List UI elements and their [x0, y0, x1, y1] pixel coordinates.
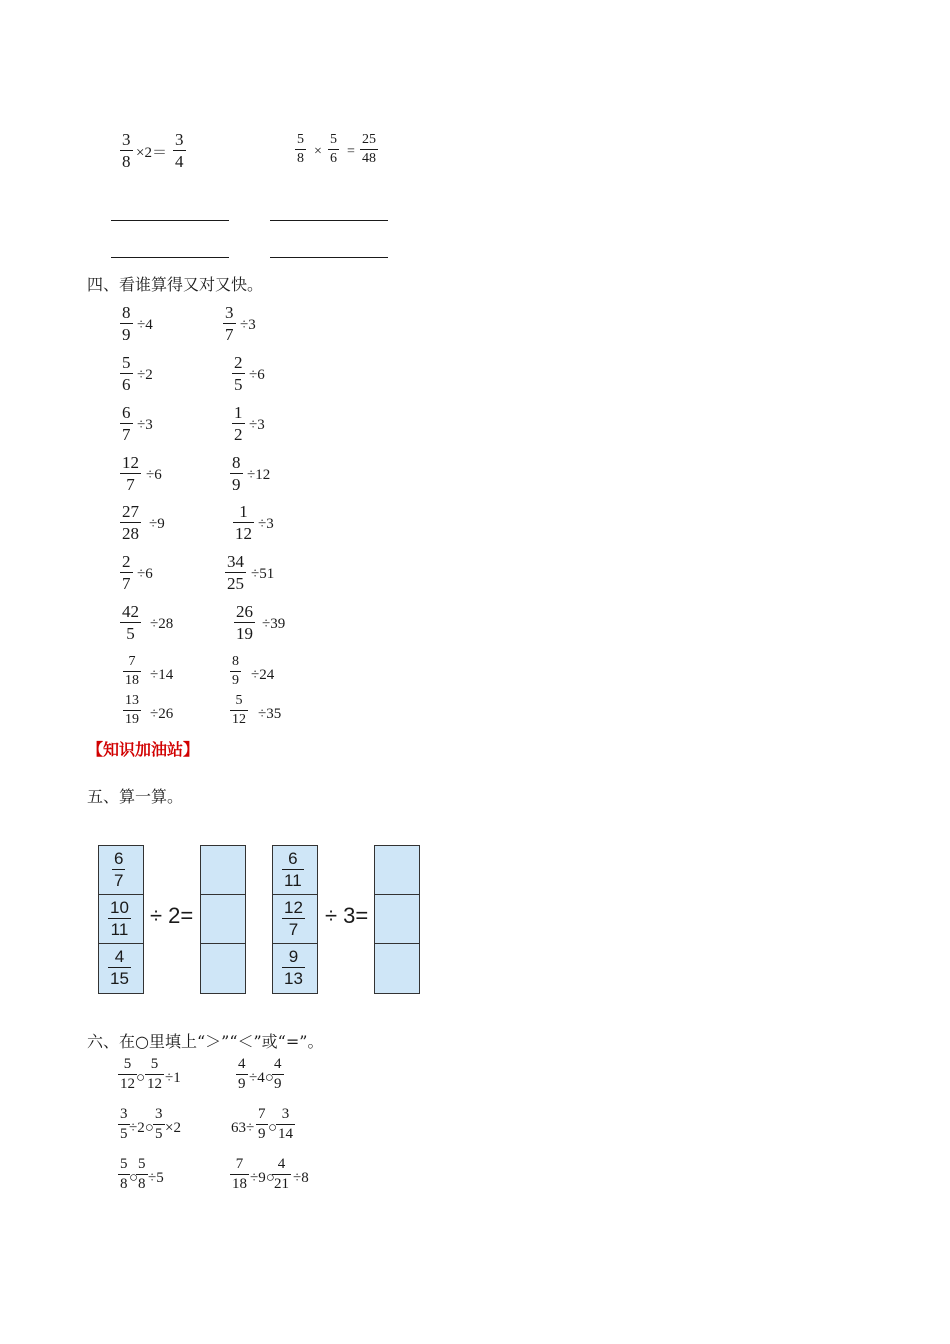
operator: ÷26: [150, 706, 174, 722]
fraction: 5 12: [147, 1056, 162, 1092]
answer-cell[interactable]: [375, 895, 419, 944]
fraction: 4 9: [238, 1056, 246, 1092]
fraction: 5 12: [232, 693, 246, 727]
operator: ÷12: [247, 467, 271, 483]
fraction: 26 19: [236, 602, 253, 643]
operator: ÷3: [240, 317, 256, 333]
answer-column[interactable]: [374, 845, 420, 994]
fraction: 5 12: [120, 1056, 135, 1092]
fraction: 4 21: [274, 1156, 289, 1192]
fraction: 7 9: [258, 1106, 266, 1142]
answer-line[interactable]: [270, 220, 388, 221]
fraction: 2 7: [122, 552, 131, 593]
operator: 63÷: [231, 1120, 255, 1136]
fraction: 12 7: [122, 453, 139, 494]
operator: ÷6: [249, 367, 265, 383]
fraction: 27 28: [122, 502, 139, 543]
fraction: 7 18: [232, 1156, 247, 1192]
section-5-title: 五、算一算。: [87, 787, 184, 806]
compare-circle[interactable]: ○: [268, 1120, 278, 1136]
operator: ÷9: [149, 516, 165, 532]
operator: ÷3: [258, 516, 274, 532]
fraction: 5 8: [120, 1156, 128, 1192]
answer-line[interactable]: [111, 257, 229, 258]
fraction: 3 14: [278, 1106, 293, 1142]
operator: ×2: [165, 1120, 181, 1136]
compare-circle[interactable]: ○: [129, 1170, 139, 1186]
operator: =: [347, 144, 355, 159]
fraction: 3 5: [120, 1106, 128, 1142]
answer-cell[interactable]: [201, 944, 245, 992]
fraction: 4 9: [274, 1056, 282, 1092]
operator: ×2＝: [136, 145, 167, 161]
answer-line[interactable]: [270, 257, 388, 258]
fraction: 8 9: [122, 303, 131, 344]
operator: ÷3: [137, 417, 153, 433]
fraction: 7 18: [125, 654, 139, 688]
operator: ÷51: [251, 566, 275, 582]
compare-circle[interactable]: ÷2○: [129, 1120, 154, 1136]
fraction: 9 13: [284, 947, 303, 988]
answer-cell[interactable]: [201, 846, 245, 895]
fraction: 6 7: [122, 403, 131, 444]
operator: ÷5: [148, 1170, 164, 1186]
fraction: 1 12: [235, 502, 252, 543]
fraction: 3 7: [225, 303, 234, 344]
operator: ÷1: [165, 1070, 181, 1086]
answer-cell[interactable]: [375, 944, 419, 992]
fraction: 5 8: [138, 1156, 146, 1192]
operator: ÷28: [150, 616, 174, 632]
operator: ÷6: [137, 566, 153, 582]
answer-cell[interactable]: [375, 846, 419, 895]
fraction-column: [98, 845, 144, 994]
fraction: 3 5: [155, 1106, 163, 1142]
fraction: 6 11: [284, 849, 302, 890]
answer-line[interactable]: [111, 220, 229, 221]
operator: ÷35: [258, 706, 282, 722]
compare-circle[interactable]: ÷4○: [249, 1070, 274, 1086]
fraction: 5 8: [297, 132, 304, 166]
operator: ÷4: [137, 317, 153, 333]
fraction: 8 9: [232, 453, 241, 494]
fraction: 25 48: [362, 132, 376, 166]
fraction: 34 25: [227, 552, 244, 593]
compare-circle[interactable]: ○: [136, 1070, 146, 1086]
operator: ÷8: [293, 1170, 309, 1186]
fraction: 13 19: [125, 693, 139, 727]
operator: ÷39: [262, 616, 286, 632]
fraction-column: [272, 845, 318, 994]
divide-by-2: ÷ 2=: [150, 903, 194, 928]
section-4-title: 四、看谁算得又对又快。: [87, 275, 264, 294]
fraction: 4 15: [110, 947, 129, 988]
fraction: 6 7: [114, 849, 124, 890]
fraction: 3 8: [122, 130, 131, 171]
fraction: 12 7: [284, 898, 303, 939]
divide-by-3: ÷ 3=: [325, 903, 369, 928]
fraction: 5 6: [330, 132, 337, 166]
fraction: 10 11: [110, 898, 129, 939]
operator: ÷6: [146, 467, 162, 483]
compare-circle[interactable]: ÷9○: [250, 1170, 275, 1186]
fraction: 1 2: [234, 403, 243, 444]
section-6-title: 六、在○里填上“＞”“＜”或“=”。: [87, 1032, 324, 1051]
fraction: 3 4: [175, 130, 184, 171]
operator: ÷14: [150, 667, 174, 683]
operator: ×: [314, 144, 322, 159]
answer-column[interactable]: [200, 845, 246, 994]
knowledge-station-tag: 【知识加油站】: [87, 740, 200, 759]
answer-cell[interactable]: [201, 895, 245, 944]
fraction: 5 6: [122, 353, 131, 394]
fraction: 8 9: [232, 654, 239, 688]
operator: ÷2: [137, 367, 153, 383]
fraction: 2 5: [234, 353, 243, 394]
operator: ÷24: [251, 667, 275, 683]
operator: ÷3: [249, 417, 265, 433]
fraction: 42 5: [122, 602, 139, 643]
